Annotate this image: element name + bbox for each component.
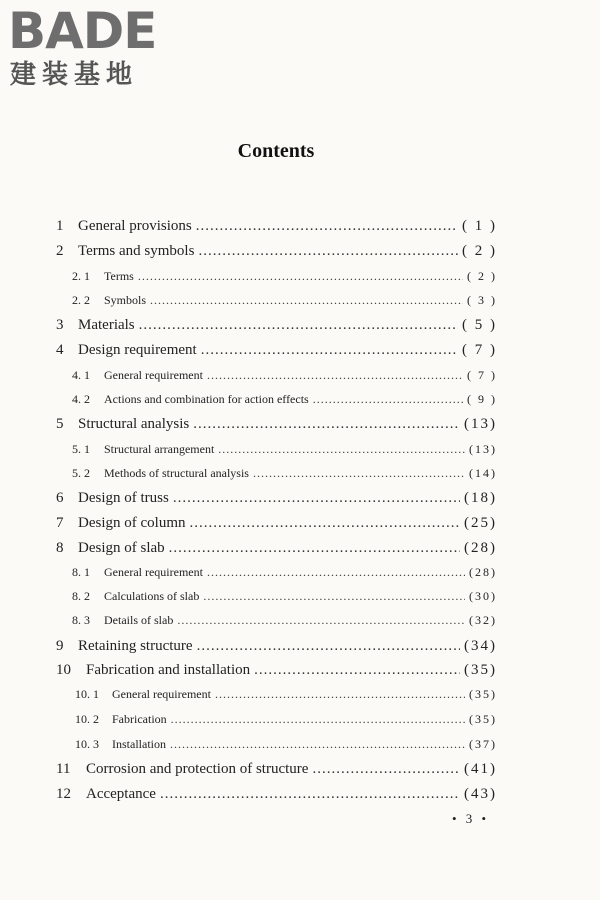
entry-label: Terms and symbols <box>78 243 195 259</box>
entry-label: Design of slab <box>78 540 165 556</box>
entry-label: Corrosion and protection of structure <box>86 761 309 777</box>
entry-label: Calculations of slab <box>104 589 200 603</box>
toc-chapter-10[interactable] <box>56 662 497 682</box>
toc-chapter-9[interactable] <box>56 638 497 658</box>
entry-number: 7 <box>56 515 64 531</box>
dot-leader <box>201 342 458 359</box>
entry-label: Details of slab <box>104 613 174 627</box>
toc-section-10-2[interactable] <box>75 712 497 732</box>
entry-number: 4 <box>56 342 64 358</box>
toc-chapter-7[interactable] <box>56 515 497 535</box>
dot-leader <box>196 218 458 235</box>
entry-page: (28) <box>469 565 497 579</box>
dot-leader <box>207 368 463 383</box>
entry-page: ( 2 ) <box>462 243 497 259</box>
entry-label: General requirement <box>112 687 211 701</box>
dot-leader <box>170 737 465 752</box>
entry-number: 5. 2 <box>72 466 90 480</box>
entry-number: 8. 2 <box>72 589 90 603</box>
entry-number: 8. 1 <box>72 565 90 579</box>
toc-chapter-2[interactable] <box>56 243 497 263</box>
toc-section-2-1[interactable] <box>72 269 497 289</box>
entry-number: 2. 2 <box>72 293 90 307</box>
entry-page: ( 7 ) <box>467 368 497 382</box>
dot-leader <box>198 243 458 260</box>
entry-page: (30) <box>469 589 497 603</box>
entry-page: ( 3 ) <box>467 293 497 307</box>
entry-label: General requirement <box>104 565 203 579</box>
dot-leader <box>207 565 465 580</box>
dot-leader <box>169 540 460 557</box>
entry-page: (13) <box>464 416 497 432</box>
toc-section-8-3[interactable] <box>72 613 497 633</box>
entry-page: (28) <box>464 540 497 556</box>
entry-page: (35) <box>469 712 497 726</box>
dot-leader <box>189 515 460 532</box>
entry-label: Materials <box>78 317 135 333</box>
dot-leader <box>203 589 465 604</box>
dot-leader <box>254 662 460 679</box>
page-title: Contents <box>237 140 315 162</box>
entry-label: General requirement <box>104 368 203 382</box>
dot-leader <box>160 786 460 803</box>
entry-number: 6 <box>56 490 64 506</box>
entry-number: 9 <box>56 638 64 654</box>
dot-leader <box>313 392 463 407</box>
dot-leader <box>139 317 458 334</box>
entry-number: 4. 1 <box>72 368 90 382</box>
entry-page: (32) <box>469 613 497 627</box>
entry-page: ( 9 ) <box>467 392 497 406</box>
entry-number: 4. 2 <box>72 392 90 406</box>
entry-label: Fabrication and installation <box>86 662 251 678</box>
dot-leader <box>312 761 460 778</box>
entry-page: (35) <box>464 662 497 678</box>
entry-page: (13) <box>469 442 497 456</box>
entry-page: ( 2 ) <box>467 269 497 283</box>
entry-label: General provisions <box>78 218 192 234</box>
entry-number: 2 <box>56 243 64 259</box>
entry-number: 8 <box>56 540 64 556</box>
entry-number: 10. 1 <box>75 687 99 701</box>
entry-number: 11 <box>56 761 71 777</box>
entry-label: Methods of structural analysis <box>104 466 249 480</box>
entry-number: 12 <box>56 786 71 802</box>
dot-leader <box>218 442 465 457</box>
toc-section-5-2[interactable] <box>72 466 497 486</box>
entry-number: 5. 1 <box>72 442 90 456</box>
entry-page: (25) <box>464 515 497 531</box>
dot-leader <box>177 613 465 628</box>
entry-page: (34) <box>464 638 497 654</box>
entry-number: 2. 1 <box>72 269 90 283</box>
dot-leader <box>150 293 463 308</box>
dot-leader <box>138 269 463 284</box>
logo-wordmark: BADE <box>8 2 157 60</box>
entry-label: Design of truss <box>78 490 169 506</box>
entry-page: (35) <box>469 687 497 701</box>
dot-leader <box>253 466 465 481</box>
entry-page: (37) <box>469 737 497 751</box>
entry-label: Acceptance <box>86 786 156 802</box>
entry-number: 10. 2 <box>75 712 99 726</box>
toc-section-5-1[interactable] <box>72 442 497 462</box>
entry-label: Structural analysis <box>78 416 190 432</box>
entry-number: 3 <box>56 317 64 333</box>
dot-leader <box>173 490 460 507</box>
toc-chapter-8[interactable] <box>56 540 497 560</box>
toc-chapter-1[interactable] <box>56 218 497 238</box>
entry-page: ( 7 ) <box>462 342 497 358</box>
entry-label: Fabrication <box>112 712 167 726</box>
entry-label: Design of column <box>78 515 186 531</box>
entry-number: 5 <box>56 416 64 432</box>
logo-chinese-text: 建装基地 <box>10 60 139 90</box>
entry-label: Actions and combination for action effects <box>104 392 309 406</box>
entry-label: Terms <box>104 269 134 283</box>
entry-label: Retaining structure <box>78 638 193 654</box>
entry-number: 8. 3 <box>72 613 90 627</box>
toc-chapter-3[interactable] <box>56 317 497 337</box>
entry-label: Structural arrangement <box>104 442 215 456</box>
entry-page: (43) <box>464 786 497 802</box>
entry-page: ( 1 ) <box>462 218 497 234</box>
entry-page: (41) <box>464 761 497 777</box>
dot-leader <box>215 687 465 702</box>
toc-chapter-12[interactable] <box>56 786 497 806</box>
toc-section-2-2[interactable] <box>72 293 497 313</box>
toc-chapter-5[interactable] <box>56 416 497 436</box>
toc-section-10-1[interactable] <box>75 687 497 707</box>
toc-section-8-2[interactable] <box>72 589 497 609</box>
toc-chapter-11[interactable] <box>56 761 497 781</box>
entry-number: 10 <box>56 662 71 678</box>
dot-leader <box>171 712 465 727</box>
toc-section-4-2[interactable] <box>72 392 497 412</box>
entry-page: ( 5 ) <box>462 317 497 333</box>
dot-leader <box>193 416 460 433</box>
toc-chapter-6[interactable] <box>56 490 497 510</box>
page-number: • 3 • <box>452 811 490 826</box>
entry-label: Symbols <box>104 293 147 307</box>
dot-leader <box>197 638 460 655</box>
toc-section-8-1[interactable] <box>72 565 497 585</box>
entry-number: 1 <box>56 218 64 234</box>
entry-label: Design requirement <box>78 342 197 358</box>
entry-number: 10. 3 <box>75 737 99 751</box>
entry-label: Installation <box>112 737 166 751</box>
site-logo <box>8 2 157 90</box>
entry-page: (18) <box>464 490 497 506</box>
toc-section-10-3[interactable] <box>75 737 497 757</box>
entry-page: (14) <box>469 466 497 480</box>
toc-section-4-1[interactable] <box>72 368 497 388</box>
toc-chapter-4[interactable] <box>56 342 497 362</box>
